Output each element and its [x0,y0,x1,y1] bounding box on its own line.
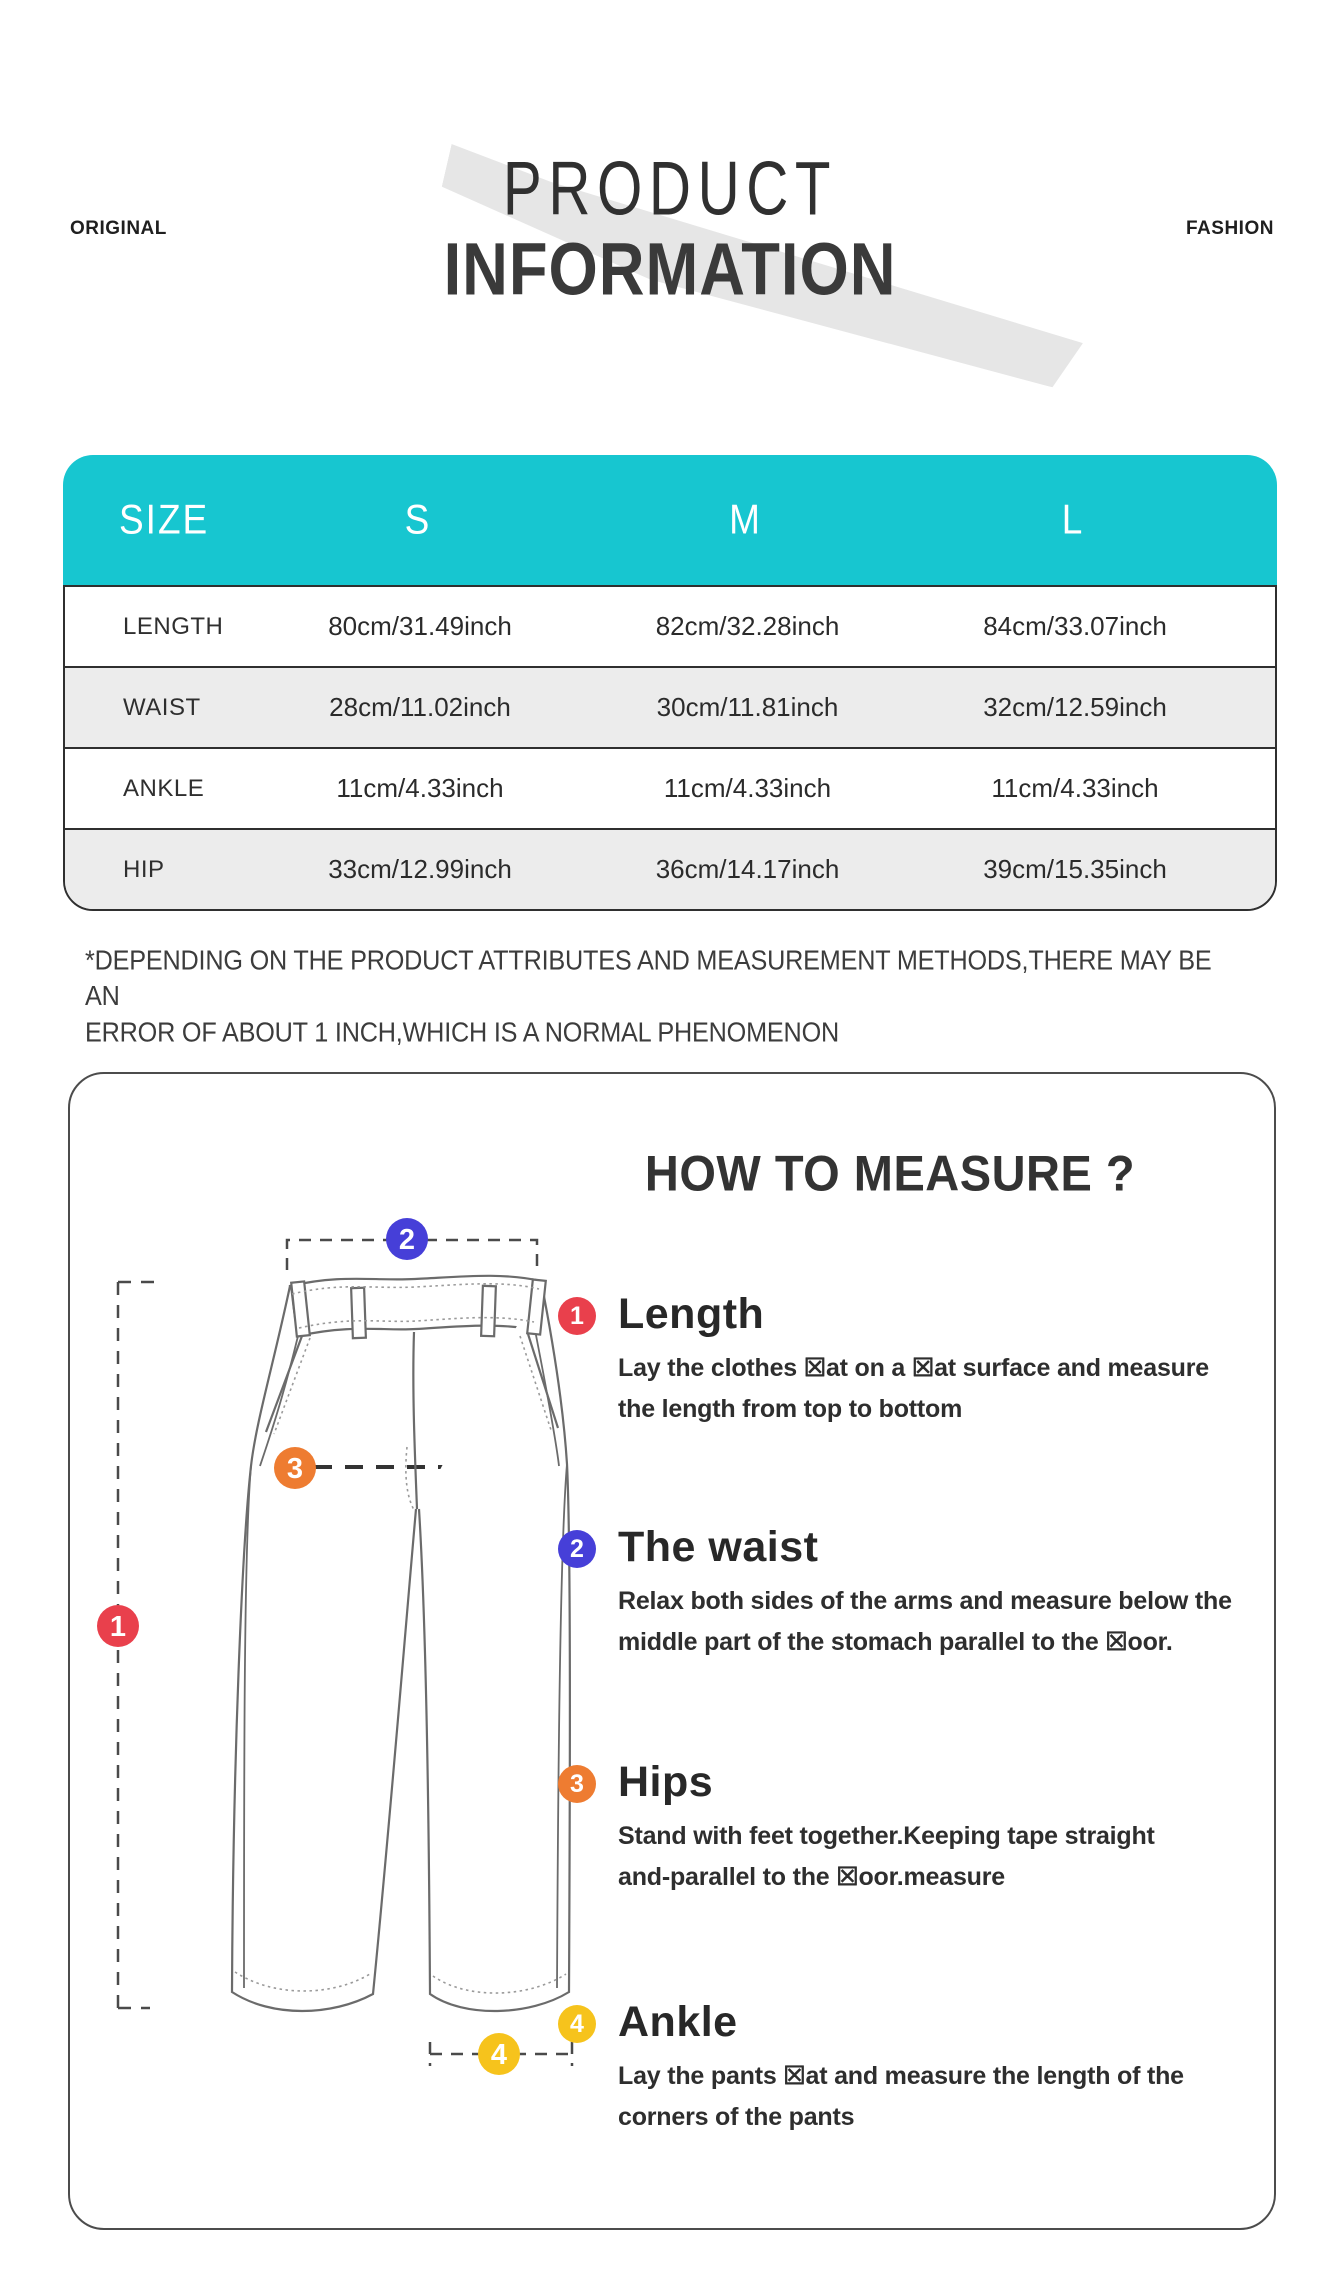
cell-value: 11cm/4.33inch [663,773,832,803]
cell-value: 36cm/14.17inch [655,854,840,884]
diagram-badge-2 [386,1218,428,1260]
svg-text:4: 4 [490,2039,508,2071]
svg-text:1: 1 [109,1611,127,1643]
item-heading: Length [618,1290,765,1338]
item-body-line-1: Relax both sides of the arms and measure below the [618,1586,1232,1615]
item-body [618,2056,1184,2138]
item-heading: Hips [618,1758,714,1806]
item-body-line-1: Lay the clothes ☒at on a ☒at surface and measure [618,1353,1209,1382]
item-body-line-2: middle part of the stomach parallel to the ☒oor. [618,1627,1173,1656]
row-label: LENGTH [123,612,224,640]
table-row-hip [65,828,1275,909]
diagram-badge-1 [97,1605,139,1647]
cell-value: 11cm/4.33inch [336,773,504,803]
row-label: WAIST [123,693,201,721]
item-body-line-1: Lay the pants ☒at and measure the length of the [618,2061,1184,2090]
item-body-line-2: corners of the pants [618,2102,855,2131]
size-table-header-size: SIZE [119,496,210,543]
size-table-header-s: S [404,496,432,543]
item-body-line-2: and-parallel to the ☒oor.measure [618,1862,1005,1891]
cell-value: 80cm/31.49inch [328,611,512,641]
page-title-product: PRODUCT [502,147,838,232]
item-body-line-1: Stand with feet together.Keeping tape straight [618,1821,1155,1850]
measure-item-ankle [558,1996,1184,2138]
cell-value: 32cm/12.59inch [983,692,1167,722]
cell-value: 11cm/4.33inch [991,773,1159,803]
table-row-waist [65,666,1275,747]
size-table-header [63,455,1277,585]
item-number-badge: 4 [558,2005,596,2043]
size-table [63,455,1277,911]
size-table-header-l: L [1061,496,1085,543]
row-label: ANKLE [123,774,205,802]
measure-item-hips [558,1756,1155,1898]
cell-value: 39cm/15.35inch [983,854,1167,884]
item-number-badge: 2 [558,1530,596,1568]
how-to-measure-panel [68,1072,1276,2230]
cell-value: 82cm/32.28inch [655,611,840,641]
item-body-line-2: the length from top to bottom [618,1394,963,1423]
size-table-header-m: M [729,496,762,543]
page-title-information: INFORMATION [443,227,897,310]
svg-text:3: 3 [286,1453,304,1485]
table-row-length [65,587,1275,666]
item-number-badge: 3 [558,1765,596,1803]
brand-label-fashion: FASHION [1186,218,1274,239]
how-to-measure-title: HOW TO MEASURE ? [644,1145,1136,1202]
measurement-disclaimer [85,942,1230,1050]
item-heading: Ankle [618,1998,738,2046]
item-body [618,1581,1232,1663]
row-label: HIP [123,855,165,883]
pants-outline [232,1276,570,2011]
item-body [618,1816,1155,1898]
measure-item-waist [558,1521,1232,1663]
brand-label-original: ORIGINAL [70,218,167,239]
item-number-badge: 1 [558,1297,596,1335]
table-row-ankle [65,747,1275,828]
diagram-badge-3 [274,1447,316,1489]
measure-item-length [558,1288,1209,1430]
cell-value: 30cm/11.81inch [656,692,839,722]
cell-value: 33cm/12.99inch [328,854,512,884]
size-table-body [63,585,1277,911]
disclaimer-line-1: *DEPENDING ON THE PRODUCT ATTRIBUTES AND MEASUREMENT METHODS,THERE MAY BE AN [85,944,1212,1012]
item-heading: The waist [618,1523,819,1571]
disclaimer-line-2: ERROR OF ABOUT 1 INCH,WHICH IS A NORMAL PHENOMENON [85,1016,840,1048]
item-body [618,1348,1209,1430]
diagram-badge-4 [478,2033,520,2075]
cell-value: 28cm/11.02inch [329,692,511,722]
svg-text:2: 2 [398,1224,416,1256]
cell-value: 84cm/33.07inch [983,611,1167,641]
